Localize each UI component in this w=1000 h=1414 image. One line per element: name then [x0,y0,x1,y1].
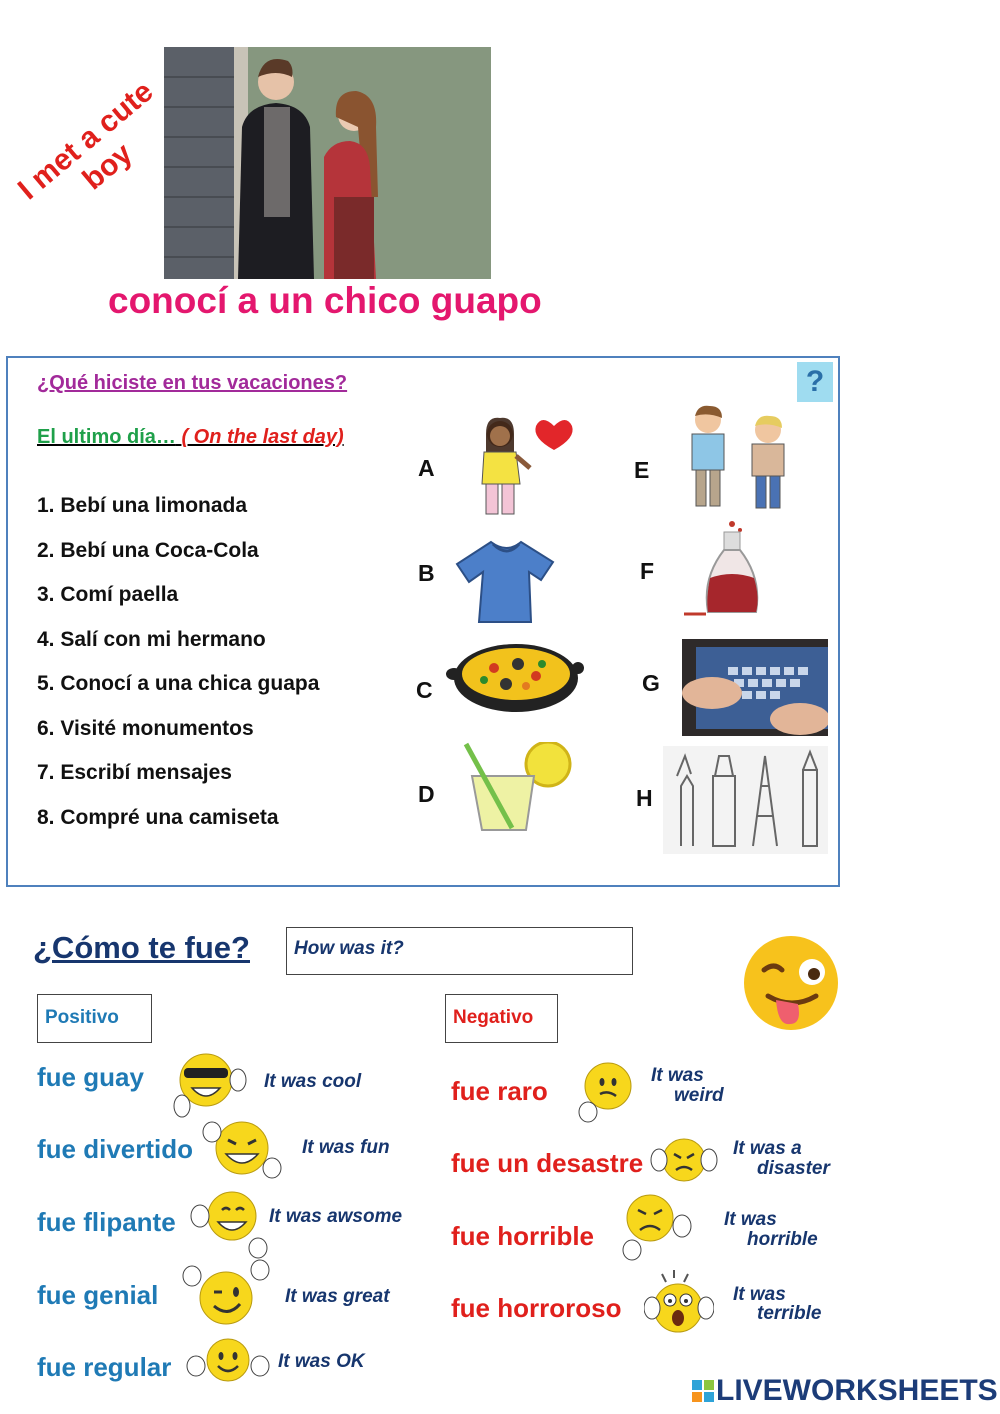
letter-a: A [418,455,435,481]
negative-phrase: fue raro [451,1076,548,1106]
positive-phrase: fue divertido [37,1134,194,1164]
couple-photo [164,47,491,279]
letter-h: H [636,785,653,811]
activity-list [37,494,319,850]
negative-translation-line1: It was [651,1065,704,1086]
list-item: 6. Visité monumentos [37,716,254,740]
laughing-emoji-icon [198,1110,288,1184]
positive-label: Positivo [37,994,152,1043]
brand-mark-icon [692,1376,714,1398]
list-item: 8. Compré una camiseta [37,805,279,829]
page-title: conocí a un chico guapo [108,280,542,321]
positive-phrase: fue genial [37,1280,159,1310]
texting-picture [682,639,828,736]
negative-translation-line2: weird [674,1085,724,1106]
positive-translation: It was great [285,1286,390,1307]
shocked-emoji-icon [644,1268,714,1340]
subtitle-spanish: El ultimo día… [37,426,176,448]
positive-translation: It was OK [278,1351,365,1372]
overlay-caption: I met a cute boy [11,74,160,207]
monuments-picture [663,746,828,854]
list-item: 2. Bebí una Coca-Cola [37,538,259,562]
how-was-it-field[interactable]: How was it? [286,927,633,975]
cola-picture [684,518,780,622]
negative-phrase: fue horrible [451,1221,595,1251]
negative-translation-line2: terrible [757,1303,822,1324]
negative-label: Negativo [445,994,558,1043]
negative-translation-line2: horrible [747,1229,818,1250]
positive-phrase: fue regular [37,1352,172,1382]
confused-emoji-icon [576,1060,634,1126]
paella-picture [446,634,584,716]
positive-phrase: fue guay [37,1062,144,1092]
letter-g: G [642,670,660,696]
negative-translation-line1: It was a [733,1138,802,1159]
negative-translation-line1: It was [733,1284,786,1305]
activity-question: ¿Qué hiciste en tus vacaciones? [37,372,348,394]
frowning-emoji-icon [618,1190,694,1262]
brand-name: LIVEWORKSHEETS [716,1374,998,1407]
list-item: 5. Conocí a una chica guapa [37,672,320,695]
winking-emoji-icon [180,1258,272,1336]
list-item: 7. Escribí mensajes [37,761,232,784]
positive-translation: It was cool [264,1071,362,1092]
smiling-ok-emoji-icon [186,1336,270,1388]
liveworksheets-logo [692,1374,998,1408]
subtitle-english: ( On the last day) [181,426,344,448]
letter-d: D [418,781,435,807]
negative-translation-line2: disaster [757,1158,830,1179]
upset-emoji-icon [650,1136,718,1186]
negative-phrase: fue horroroso [451,1293,622,1323]
activity-subtitle [37,426,344,449]
letter-e: E [634,457,650,483]
list-item: 1. Bebí una limonada [37,494,248,517]
negative-phrase: fue un desastre [451,1148,644,1178]
negative-translation-line1: It was [724,1209,777,1230]
cool-sunglasses-emoji-icon [170,1046,250,1120]
list-item: 3. Comí paella [37,583,179,606]
grinning-thumbs-emoji-icon [188,1186,274,1262]
lemonade-picture [460,742,578,834]
positive-translation: It was fun [302,1137,390,1158]
letter-f: F [640,558,655,584]
brothers-picture [676,402,800,512]
positive-translation: It was awsome [269,1206,403,1227]
girl-heart-picture [470,412,585,517]
letter-b: B [418,560,435,586]
winking-tongue-emoji-icon [742,934,840,1032]
list-item: 4. Salí con mi hermano [37,627,266,651]
help-icon[interactable]: ? [797,362,833,402]
feedback-title: ¿Cómo te fue? [33,930,250,965]
letter-c: C [416,677,433,703]
positive-phrase: fue flipante [37,1207,176,1237]
tshirt-picture [455,536,557,626]
